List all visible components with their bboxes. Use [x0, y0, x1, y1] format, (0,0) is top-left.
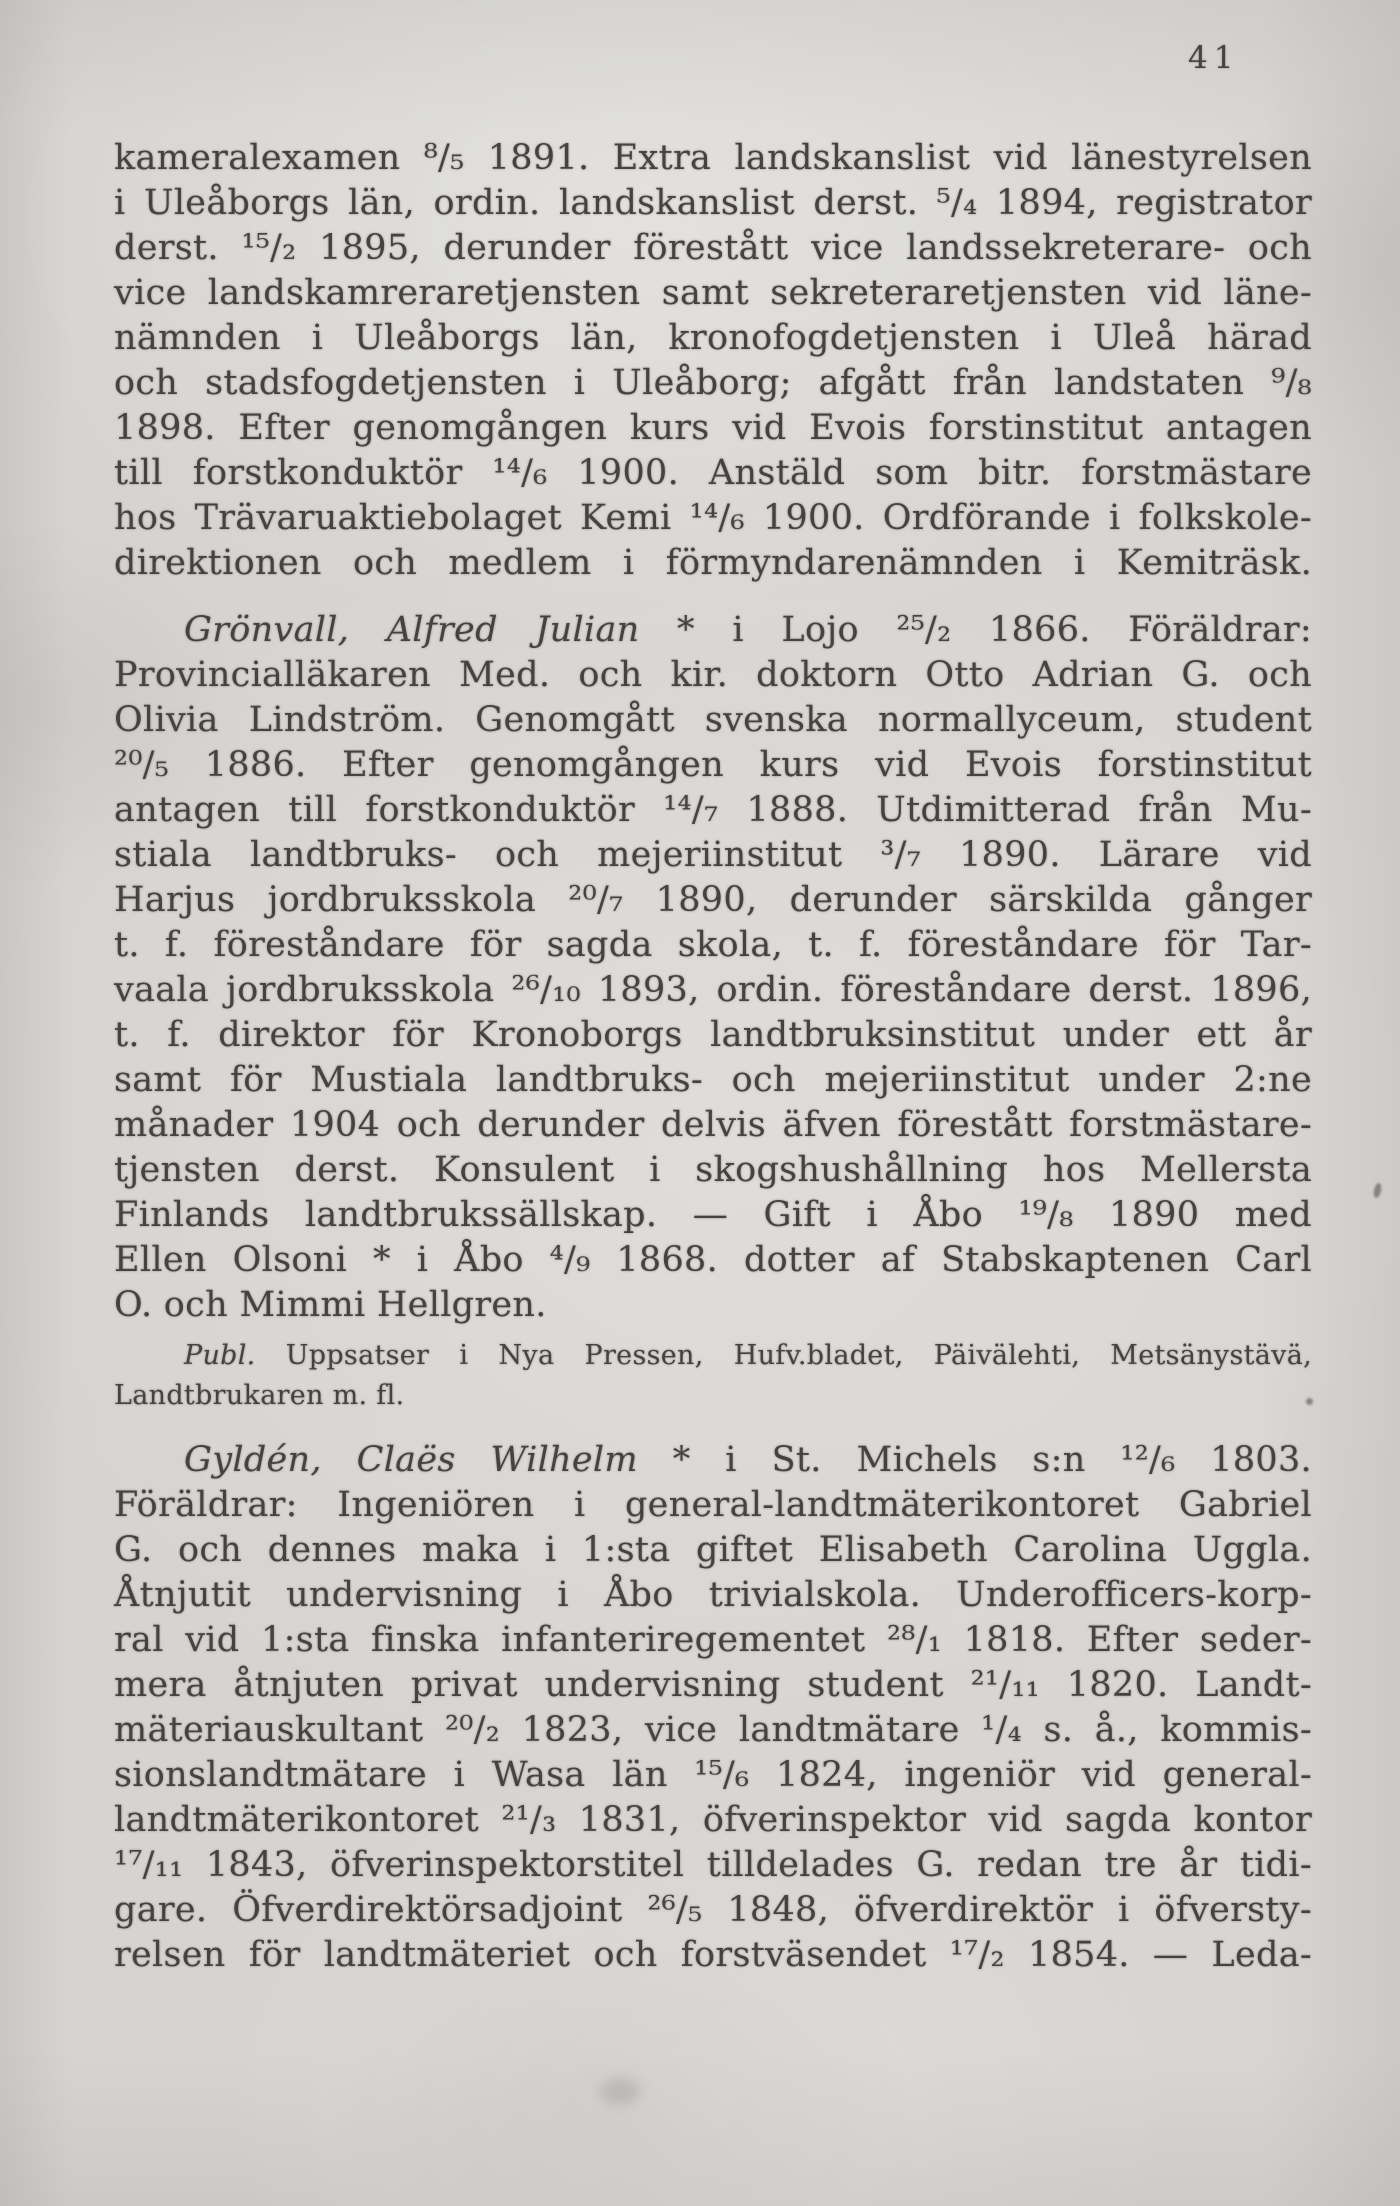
line-text: * i Lojo ²⁵/₂ 1866. Föräldrar: [639, 610, 1313, 650]
line-text: Uppsatser i Nya Pressen, Hufv.bladet, Päivälehti, Metsänystävä, [255, 1340, 1312, 1371]
text-line [114, 1843, 1312, 1888]
line-text: 1898. Efter genomgången kurs vid Evois forstinstitut antagen [114, 408, 1312, 448]
entry-name-italic: Publ. [184, 1340, 256, 1371]
line-text: tjensten derst. Konsulent i skogshushållning hos Mellersta [114, 1150, 1312, 1190]
line-text: * i St. Michels s:n ¹²/₆ 1803. [637, 1440, 1312, 1480]
line-text: ²⁰/₅ 1886. Efter genomgången kurs vid Evois forstinstitut [114, 745, 1312, 785]
text-line [114, 1376, 1312, 1416]
line-text: Landtbrukaren m. fl. [114, 1380, 405, 1411]
text-line [114, 451, 1312, 496]
text-line [114, 136, 1312, 181]
text-line [114, 1618, 1312, 1663]
text-line [114, 1013, 1312, 1058]
line-text: hos Trävaruaktiebolaget Kemi ¹⁴/₆ 1900. Ordförande i folkskole- [114, 498, 1312, 538]
text-line [114, 361, 1312, 406]
ink-speck [1306, 1398, 1313, 1405]
text-line [114, 653, 1312, 698]
text-line [114, 1438, 1312, 1483]
line-text: relsen för landtmäteriet och forstväsendet ¹⁷/₂ 1854. — Leda- [114, 1935, 1312, 1975]
entry-continuation [114, 136, 1312, 586]
line-text: ral vid 1:sta finska infanteriregementet ²⁸/₁ 1818. Efter seder- [114, 1620, 1312, 1660]
line-text: antagen till forstkonduktör ¹⁴/₇ 1888. Utdimitterad från Mu- [114, 790, 1312, 830]
line-text: mäteriauskultant ²⁰/₂ 1823, vice landtmätare ¹/₄ s. å., kommis- [114, 1710, 1312, 1750]
text-line [114, 743, 1312, 788]
text-line [114, 1193, 1312, 1238]
line-text: vice landskamreraretjensten samt sekreteraretjensten vid läne- [114, 273, 1312, 313]
line-text: landtmäterikontoret ²¹/₃ 1831, öfverinspektor vid sagda kontor [114, 1800, 1312, 1840]
text-line [114, 968, 1312, 1013]
line-text: t. f. föreståndare för sagda skola, t. f. föreståndare för Tar- [114, 925, 1312, 965]
line-text: mera åtnjuten privat undervisning student ²¹/₁₁ 1820. Landt- [114, 1665, 1312, 1705]
line-text: derst. ¹⁵/₂ 1895, derunder förestått vice landssekreterare- och [114, 228, 1312, 268]
line-text: samt för Mustiala landtbruks- och mejeriinstitut under 2:ne [114, 1060, 1312, 1100]
line-text: Provincialläkaren Med. och kir. doktorn Otto Adrian G. och [114, 655, 1312, 695]
entry-gronvall [114, 608, 1312, 1328]
text-line [114, 788, 1312, 833]
text-line [114, 271, 1312, 316]
text-line [114, 1528, 1312, 1573]
text-line [114, 1148, 1312, 1193]
text-line [114, 1483, 1312, 1528]
text-line [114, 1708, 1312, 1753]
text-line [114, 181, 1312, 226]
line-text: Åtnjutit undervisning i Åbo trivialskola. Underofficers-korp- [114, 1575, 1312, 1615]
text-line [114, 406, 1312, 451]
text-line [114, 1283, 1312, 1328]
line-text: nämnden i Uleåborgs län, kronofogdetjensten i Uleå härad [114, 318, 1312, 358]
text-line [114, 1573, 1312, 1618]
line-text: till forstkonduktör ¹⁴/₆ 1900. Anstäld som bitr. forstmästare [114, 453, 1312, 493]
line-text: och stadsfogdetjensten i Uleåborg; afgått från landstaten ⁹/₈ [114, 363, 1312, 403]
line-text: t. f. direktor för Kronoborgs landtbruksinstitut under ett år [114, 1015, 1312, 1055]
entry-name-italic: Grönvall, Alfred Julian [184, 610, 640, 650]
text-line [114, 1888, 1312, 1933]
entry-name-italic: Gyldén, Claës Wilhelm [184, 1440, 638, 1480]
text-line [114, 1798, 1312, 1843]
line-text: kameralexamen ⁸/₅ 1891. Extra landskanslist vid länestyrelsen [114, 138, 1312, 178]
text-line [114, 1933, 1312, 1978]
line-text: sionslandtmätare i Wasa län ¹⁵/₆ 1824, ingeniör vid general- [114, 1755, 1312, 1795]
line-text: gare. Öfverdirektörsadjoint ²⁶/₅ 1848, öfverdirektör i öfversty- [114, 1890, 1312, 1930]
text-line [114, 923, 1312, 968]
text-line [114, 878, 1312, 923]
paper-smudge [600, 2078, 640, 2104]
text-line [114, 608, 1312, 653]
text-line [114, 1336, 1312, 1376]
line-text: G. och dennes maka i 1:sta giftet Elisabeth Carolina Uggla. [114, 1530, 1312, 1570]
line-text: Olivia Lindström. Genomgått svenska normallyceum, student [114, 700, 1312, 740]
page-number: 41 [1188, 40, 1240, 76]
text-line [114, 698, 1312, 743]
line-text: i Uleåborgs län, ordin. landskanslist derst. ⁵/₄ 1894, registrator [114, 183, 1312, 223]
text-line [114, 226, 1312, 271]
text-line [114, 1238, 1312, 1283]
entry-gronvall-publications [114, 1336, 1312, 1416]
line-text: månader 1904 och derunder delvis äfven förestått forstmästare- [114, 1105, 1312, 1145]
text-line [114, 1058, 1312, 1103]
text-line [114, 496, 1312, 541]
line-text: Ellen Olsoni * i Åbo ⁴/₉ 1868. dotter af Stabskaptenen Carl [114, 1240, 1312, 1280]
text-line [114, 1753, 1312, 1798]
line-text: O. och Mimmi Hellgren. [114, 1285, 547, 1325]
line-text: Finlands landtbrukssällskap. — Gift i Åbo ¹⁹/₈ 1890 med [114, 1195, 1312, 1235]
text-line [114, 833, 1312, 878]
line-text: Harjus jordbruksskola ²⁰/₇ 1890, derunder särskilda gånger [114, 880, 1312, 920]
text-line [114, 1663, 1312, 1708]
line-text: stiala landtbruks- och mejeriinstitut ³/₇ 1890. Lärare vid [114, 835, 1312, 875]
line-text: Föräldrar: Ingeniören i general-landtmäterikontoret Gabriel [114, 1485, 1312, 1525]
line-text: direktionen och medlem i förmyndarenämnden i Kemiträsk. [114, 543, 1312, 583]
entry-gylden [114, 1438, 1312, 1978]
ink-speck [1373, 1182, 1383, 1198]
text-line [114, 541, 1312, 586]
text-line [114, 316, 1312, 361]
line-text: vaala jordbruksskola ²⁶/₁₀ 1893, ordin. föreståndare derst. 1896, [114, 970, 1312, 1010]
line-text: ¹⁷/₁₁ 1843, öfverinspektorstitel tilldelades G. redan tre år tidi- [114, 1845, 1312, 1885]
text-line [114, 1103, 1312, 1148]
text-block [114, 136, 1312, 1978]
